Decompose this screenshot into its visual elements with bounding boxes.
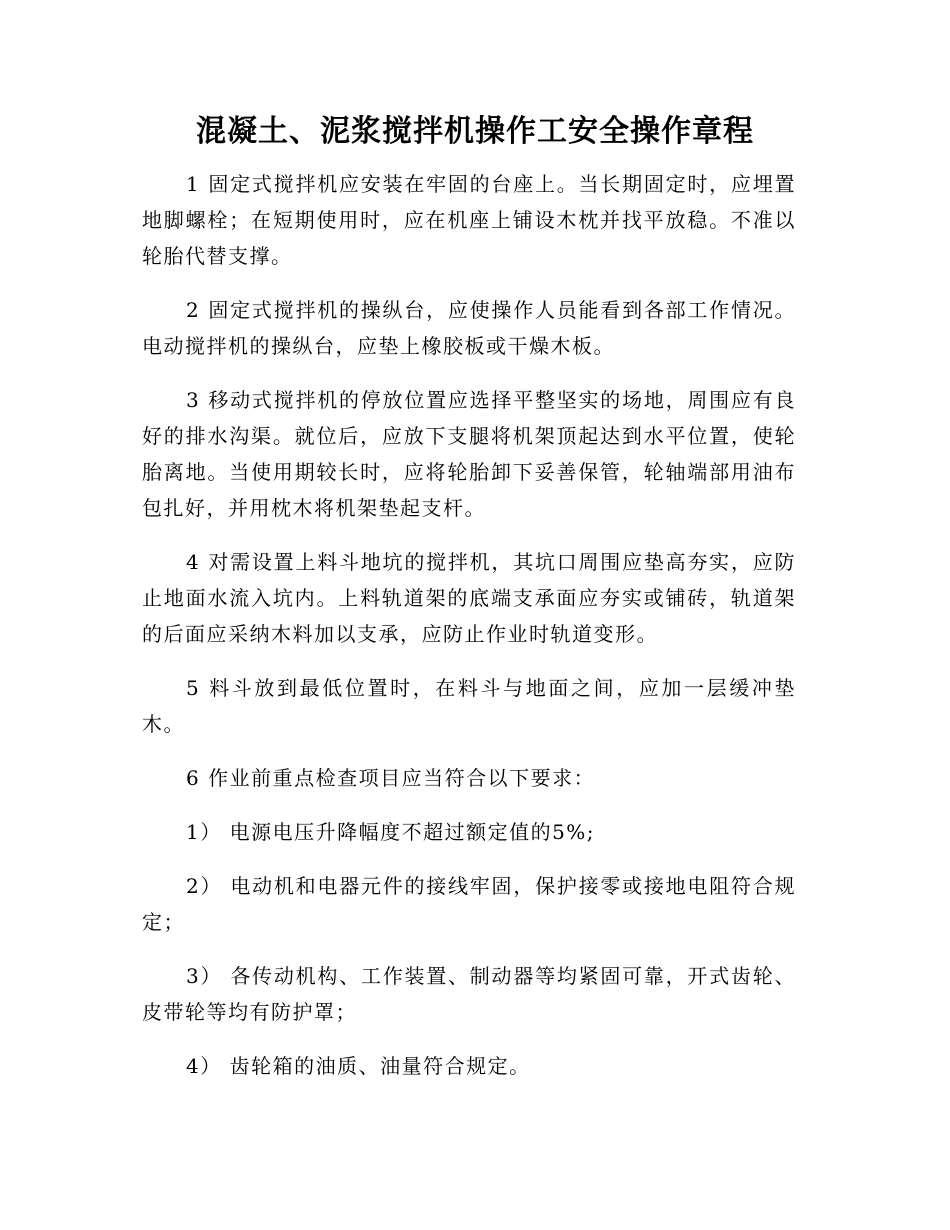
document-body (142, 166, 796, 1102)
paragraph-2: 2 固定式搅拌机的操纵台，应使操作人员能看到各部工作情况。电动搅拌机的操纵台，应垫上橡胶板或干燥木板。 (142, 298, 796, 358)
list-item-3: 3） 各传动机构、工作装置、制动器等均紧固可靠，开式齿轮、皮带轮等均有防护罩； (142, 964, 796, 1024)
paragraph-1: 1 固定式搅拌机应安装在牢固的台座上。当长期固定时，应埋置地脚螺栓；在短期使用时，应在机座上铺设木枕并找平放稳。不准以轮胎代替支撑。 (142, 172, 796, 268)
list-item-2: 2） 电动机和电器元件的接线牢固，保护接零或接地电阻符合规定； (142, 874, 796, 934)
paragraph-5: 5 料斗放到最低位置时，在料斗与地面之间，应加一层缓冲垫木。 (142, 676, 796, 736)
document-title: 混凝土、泥浆搅拌机操作工安全操作章程 (196, 114, 754, 149)
list-item-1: 1） 电源电压升降幅度不超过额定值的5%; (186, 820, 596, 844)
paragraph-3: 3 移动式搅拌机的停放位置应选择平整坚实的场地，周围应有良好的排水沟渠。就位后，应放下支腿将机架顶起达到水平位置，使轮胎离地。当使用期较长时，应将轮胎卸下妥善保管，轮轴端部用油布包扎好，并用枕木将机架垫起支杆。 (142, 388, 796, 520)
list-item-4: 4） 齿轮箱的油质、油量符合规定。 (186, 1054, 531, 1078)
paragraph-6: 6 作业前重点检查项目应当符合以下要求： (186, 766, 596, 790)
paragraph-4: 4 对需设置上料斗地坑的搅拌机，其坑口周围应垫高夯实，应防止地面水流入坑内。上料轨道架的底端支承面应夯实或铺砖，轨道架的后面应采纳木料加以支承，应防止作业时轨道变形。 (142, 550, 796, 646)
